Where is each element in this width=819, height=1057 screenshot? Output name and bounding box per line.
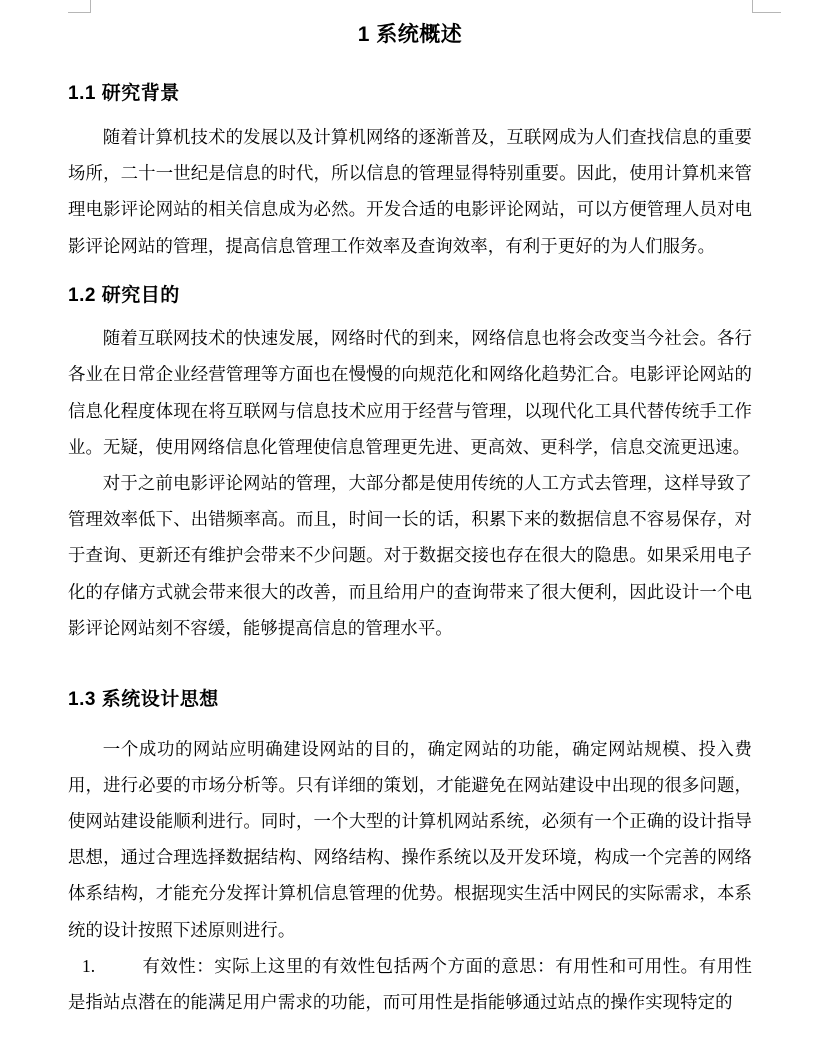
list-item-marker: 1. bbox=[82, 955, 96, 976]
section-heading-1-2: 1.2 研究目的 bbox=[68, 284, 180, 306]
section-heading-1-1: 1.1 研究背景 bbox=[68, 83, 180, 105]
document-page bbox=[68, 0, 752, 1057]
list-item-text: 有效性：实际上这里的有效性包括两个方面的意思：有用性和可用性。有用性是指站点潜在的能满足用户需求的功能，而可用性是指能够通过站点的操作实现特定的 bbox=[68, 955, 752, 1012]
list-item bbox=[68, 948, 752, 1020]
page-title: 1 系统概述 bbox=[357, 23, 463, 46]
section-heading-1-3: 1.3 系统设计思想 bbox=[68, 689, 219, 711]
section-1-2-paragraph-2: 对于之前电影评论网站的管理，大部分都是使用传统的人工方式去管理，这样导致了管理效率低下、出错频率高。而且，时间一长的话，积累下来的数据信息不容易保存，对于查询、更新还有维护会带来不少问题。对于数据交接也存在很大的隐患。如果采用电子化的存储方式就会带来很大的改善，而且给用户的查询带来了很大便利，因此设计一个电影评论网站刻不容缓，能够提高信息的管理水平。 bbox=[68, 473, 752, 638]
section-1-3-paragraph-1: 一个成功的网站应明确建设网站的目的，确定网站的功能，确定网站规模、投入费用，进行必要的市场分析等。只有详细的策划，才能避免在网站建设中出现的很多问题，使网站建设能顺利进行。同时，一个大型的计算机网站系统，必须有一个正确的设计指导思想，通过合理选择数据结构、网络结构、操作系统以及开发环境，构成一个完善的网络体系结构，才能充分发挥计算机信息管理的优势。根据现实生活中网民的实际需求，本系统的设计按照下述原则进行。 bbox=[68, 738, 752, 940]
section-1-1-paragraph-1: 随着计算机技术的发展以及计算机网络的逐渐普及，互联网成为人们查找信息的重要场所，二十一世纪是信息的时代，所以信息的管理显得特别重要。因此，使用计算机来管理电影评论网站的相关信息成为必然。开发合适的电影评论网站，可以方便管理人员对电影评论网站的管理，提高信息管理工作效率及查询效率，有利于更好的为人们服务。 bbox=[68, 126, 752, 256]
crop-mark-top-right bbox=[752, 0, 781, 13]
section-1-2-paragraph-1: 随着互联网技术的快速发展，网络时代的到来，网络信息也将会改变当今社会。各行各业在日常企业经营管理等方面也在慢慢的向规范化和网络化趋势汇合。电影评论网站的信息化程度体现在将互联网与信息技术应用于经营与管理，以现代化工具代替传统手工作业。无疑，使用网络信息化管理使信息管理更先进、更高效、更科学，信息交流更迅速。 bbox=[68, 328, 752, 457]
